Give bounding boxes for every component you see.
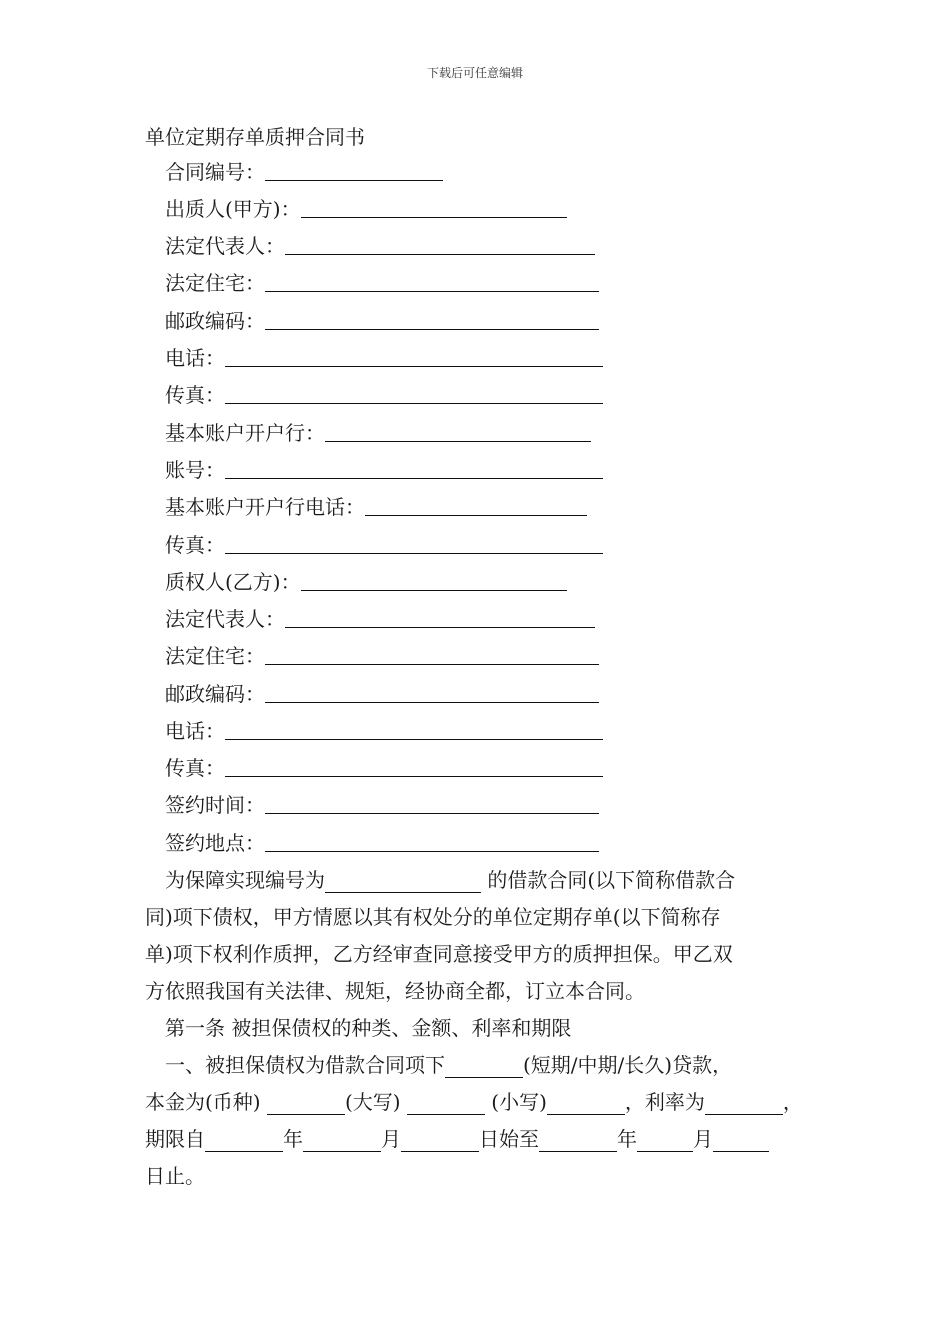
clause-line: 日止。 — [145, 1164, 205, 1188]
blank-line[interactable] — [303, 1127, 381, 1152]
field-label: 法定住宅： — [165, 644, 265, 668]
field-label: 法定代表人： — [165, 234, 285, 258]
blank-line[interactable] — [225, 552, 603, 554]
intro-line: 单)项下权利作质押，乙方经审查同意接受甲方的质押担保。甲乙双 — [145, 942, 733, 966]
blank-line[interactable] — [265, 850, 599, 852]
blank-line[interactable] — [225, 775, 603, 777]
field-label: 基本账户开户行电话： — [165, 495, 365, 519]
field-phone-b — [165, 716, 603, 746]
blank-line[interactable] — [713, 1127, 769, 1152]
field-sign-place — [165, 828, 599, 858]
blank-line[interactable] — [325, 868, 481, 893]
clause-text: 本金为(币种) — [145, 1090, 267, 1114]
blank-line[interactable] — [365, 514, 587, 516]
field-label: 质权人(乙方)： — [165, 570, 301, 594]
clause-text: (短期/中期/长久)贷款， — [523, 1053, 733, 1077]
clause-text: 日始至 — [479, 1127, 539, 1151]
clause-line — [145, 1121, 825, 1158]
field-sign-time — [165, 790, 599, 820]
intro-paragraph — [145, 862, 825, 1010]
blank-line[interactable] — [637, 1127, 693, 1152]
blank-line[interactable] — [301, 589, 567, 591]
field-label: 电话： — [165, 719, 225, 743]
field-label: 出质人(甲方)： — [165, 197, 301, 221]
field-label: 邮政编码： — [165, 309, 265, 333]
field-label: 基本账户开户行： — [165, 421, 325, 445]
intro-line: 方依照我国有关法律、规矩，经协商全都，订立本合同。 — [145, 979, 645, 1003]
field-label: 合同编号： — [165, 160, 265, 184]
blank-line[interactable] — [445, 1053, 523, 1078]
blank-line[interactable] — [265, 290, 599, 292]
intro-text: 为保障实现编号为 — [145, 868, 325, 892]
field-address-b — [165, 641, 599, 671]
field-bank — [165, 418, 591, 448]
blank-line[interactable] — [325, 440, 591, 442]
blank-line[interactable] — [265, 179, 443, 181]
field-label: 传真： — [165, 756, 225, 780]
field-pledgor — [165, 194, 567, 224]
field-bank-phone — [165, 492, 587, 522]
field-address-a — [165, 268, 599, 298]
blank-line[interactable] — [547, 1090, 625, 1115]
blank-line[interactable] — [205, 1127, 283, 1152]
field-postcode-a — [165, 306, 599, 336]
field-label: 传真： — [165, 533, 225, 557]
document-title: 单位定期存单质押合同书 — [145, 125, 365, 149]
blank-line[interactable] — [285, 626, 595, 628]
field-label: 账号： — [165, 458, 225, 482]
blank-line[interactable] — [285, 253, 595, 255]
blank-line[interactable] — [705, 1090, 783, 1115]
blank-line[interactable] — [265, 663, 599, 665]
field-account — [165, 455, 603, 485]
clause-text: 期限自 — [145, 1127, 205, 1151]
blank-line[interactable] — [225, 738, 603, 740]
field-phone-a — [165, 343, 603, 373]
clause-text: 月 — [693, 1127, 713, 1151]
blank-line[interactable] — [225, 477, 603, 479]
field-fax-b — [165, 753, 603, 783]
field-fax-a2 — [165, 530, 603, 560]
blank-line[interactable] — [265, 812, 599, 814]
field-label: 电话： — [165, 346, 225, 370]
field-label: 签约地点： — [165, 831, 265, 855]
clause-text: 年 — [283, 1127, 303, 1151]
field-pledgee — [165, 567, 567, 597]
field-fax-a — [165, 380, 603, 410]
blank-line[interactable] — [265, 701, 599, 703]
intro-text: 的借款合同(以下简称借款合 — [481, 868, 736, 892]
field-label: 传真： — [165, 383, 225, 407]
blank-line[interactable] — [539, 1127, 617, 1152]
field-label: 邮政编码： — [165, 682, 265, 706]
field-label: 法定住宅： — [165, 271, 265, 295]
blank-line[interactable] — [265, 328, 599, 330]
clause-text: (大写) — [344, 1090, 407, 1114]
blank-line[interactable] — [225, 365, 603, 367]
article-1-heading: 第一条 被担保债权的种类、金额、利率和期限 — [165, 1016, 572, 1040]
field-contract-number — [165, 157, 443, 187]
field-legal-rep-b — [165, 604, 595, 634]
clause-line — [145, 1047, 825, 1084]
blank-line[interactable] — [407, 1090, 485, 1115]
blank-line[interactable] — [401, 1127, 479, 1152]
clause-text: 一、被担保债权为借款合同项下 — [145, 1053, 445, 1077]
field-label: 签约时间： — [165, 793, 265, 817]
blank-line[interactable] — [301, 216, 567, 218]
clause-text: (小写) — [484, 1090, 547, 1114]
clause-text: ， — [782, 1090, 803, 1114]
page-header: 下载后可任意编辑 — [426, 66, 523, 80]
clause-line — [145, 1084, 825, 1121]
clause-text: 月 — [381, 1127, 401, 1151]
intro-line: 同)项下债权，甲方情愿以其有权处分的单位定期存单(以下简称存 — [145, 905, 721, 929]
blank-line[interactable] — [267, 1090, 345, 1115]
field-postcode-b — [165, 679, 599, 709]
clause-text: 年 — [617, 1127, 637, 1151]
intro-line — [145, 862, 825, 899]
clause-text: ，利率为 — [624, 1090, 705, 1114]
field-legal-rep-a — [165, 231, 595, 261]
field-label: 法定代表人： — [165, 607, 285, 631]
clause-1 — [145, 1047, 825, 1195]
blank-line[interactable] — [225, 402, 603, 404]
